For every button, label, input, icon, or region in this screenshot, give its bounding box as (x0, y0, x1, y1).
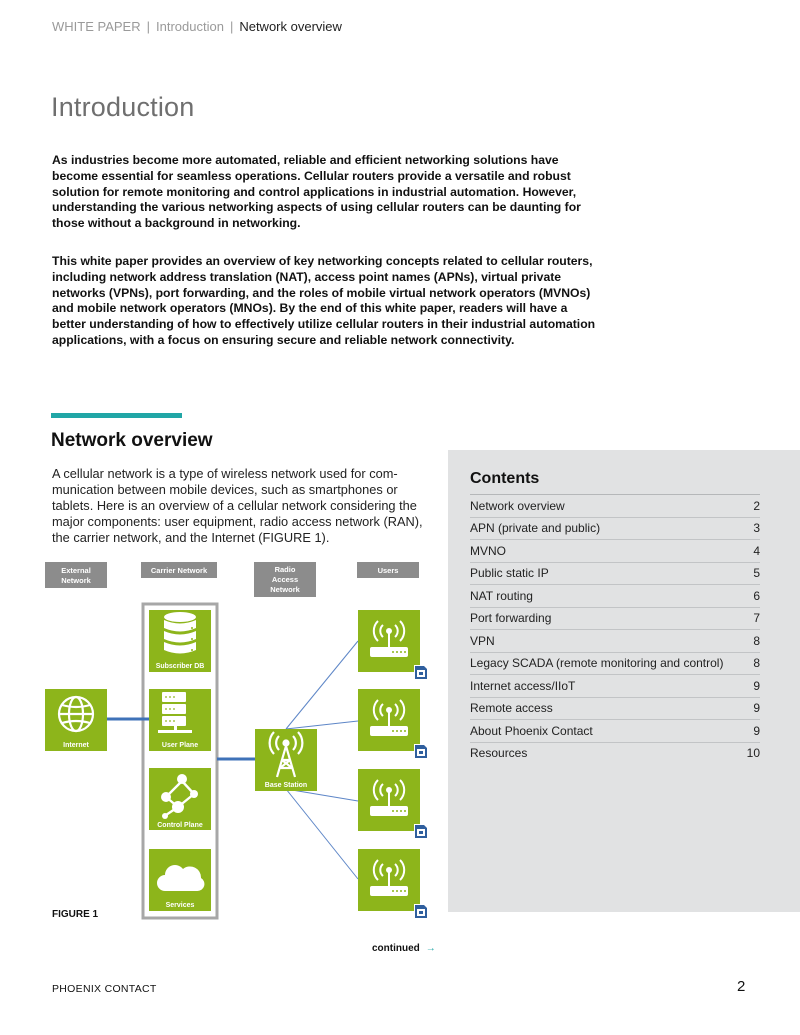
toc-item-label: APN (private and public) (470, 521, 601, 536)
contents-title: Contents (470, 470, 540, 487)
link-user-2 (286, 721, 358, 729)
toc-item-label: Internet access/IIoT (470, 678, 576, 693)
toc-item-label: Network overview (470, 498, 565, 513)
internet-label: Internet (63, 742, 89, 749)
toc-item-page: 3 (753, 521, 760, 536)
services-label: Services (165, 902, 195, 909)
toc-item-page: 8 (753, 656, 760, 671)
toc-item[interactable] (470, 539, 760, 562)
toc-item[interactable] (470, 629, 760, 652)
breadcrumb-white-paper: WHITE PAPER (52, 19, 141, 34)
toc-item[interactable] (470, 742, 760, 765)
network-diagram (44, 561, 444, 923)
toc-item-page: 7 (753, 611, 760, 626)
toc-item-page: 5 (753, 566, 760, 581)
page-title: Introduction (51, 92, 195, 122)
user-plane-label: User Plane (161, 742, 199, 749)
link-user-4 (286, 789, 358, 879)
toc-item[interactable] (470, 674, 760, 697)
toc-item[interactable] (470, 562, 760, 585)
toc-item[interactable] (470, 607, 760, 630)
subscriber-db-label: Subscriber DB (155, 663, 205, 670)
breadcrumb-current: Network overview (239, 19, 342, 34)
figure-label: FIGURE 1 (52, 909, 99, 920)
toc-item[interactable] (470, 517, 760, 540)
contents-panel (448, 450, 800, 912)
toc-item-page: 10 (746, 746, 760, 761)
sim-card-icon (415, 825, 427, 838)
breadcrumb-introduction: Introduction (156, 19, 224, 34)
toc-item[interactable] (470, 719, 760, 742)
user-device-3 (358, 769, 428, 839)
base-station-label: Base Station (264, 782, 308, 789)
section-body: A cellular network is a type of wireless network used for com-munication between mobile devices, such as smartphones or tablets. Here is an overview of a cellular network considering the major components: user equipment, radio access network (RAN), the carrier network, and the Internet (FIGURE 1). (52, 466, 423, 545)
toc-item[interactable] (470, 494, 760, 517)
user-device-1 (358, 610, 428, 680)
toc-item-label: VPN (470, 633, 495, 648)
toc-item-page: 6 (753, 588, 760, 603)
toc-item-page: 9 (753, 678, 760, 693)
toc-item-page: 4 (753, 543, 760, 558)
header-ran-text: Radio Access Network (270, 565, 300, 594)
toc-item-label: Resources (470, 746, 528, 761)
control-plane-label: Control Plane (157, 822, 203, 829)
table-of-contents (470, 494, 760, 764)
user-device-2 (358, 689, 428, 759)
footer-brand: PHOENIX CONTACT (52, 983, 157, 995)
user-device-4 (358, 849, 428, 919)
intro-paragraph-1: As industries become more automated, reliable and efficient networking solutions have become essential for seamless operations. Cellular routers provide a versatile and robust solution for remote monitoring and control applications in industrial automation. However, understanding the various networking aspects of using cellular routers can be daunting for those without a background in networking. (52, 153, 581, 231)
toc-item-label: About Phoenix Contact (470, 723, 593, 738)
continued-label: continued (372, 943, 420, 954)
toc-item-label: Port forwarding (470, 611, 552, 626)
sim-card-icon (415, 745, 427, 758)
link-user-1 (286, 641, 358, 729)
sim-card-icon (415, 905, 427, 918)
section-title: Network overview (51, 430, 213, 451)
header-carrier-text: Carrier Network (150, 566, 208, 575)
toc-item-page: 8 (753, 633, 760, 648)
toc-item[interactable] (470, 584, 760, 607)
toc-item[interactable] (470, 652, 760, 675)
breadcrumb: WHITE PAPER | Introduction | Network overview (52, 19, 342, 34)
arrow-right-icon: → (425, 943, 436, 954)
toc-item-page: 9 (753, 723, 760, 738)
intro-paragraph-2: This white paper provides an overview of key networking concepts related to cellular routers, including network address translation (NAT), access point names (APNs), virtual private networks (VPNs), port forwarding, and the roles of mobile virtual network operators (MVNOs) and mobile network operators (MNOs). By the end of this white paper, readers will have a better understanding of how to effectively utilize cellular routers in their industrial automation applications, with a focus on ensuring secure and reliable network connectivity. (52, 254, 596, 347)
toc-item-label: Remote access (470, 701, 553, 716)
toc-item-label: Legacy SCADA (remote monitoring and control) (470, 656, 724, 671)
toc-item-label: NAT routing (470, 588, 533, 603)
section-accent-bar (51, 413, 182, 418)
toc-item-label: Public static IP (470, 566, 549, 581)
toc-item[interactable] (470, 697, 760, 720)
header-users-text: Users (377, 566, 399, 575)
toc-item-label: MVNO (470, 543, 506, 558)
toc-item-page: 9 (753, 701, 760, 716)
page-number: 2 (737, 978, 746, 995)
toc-item-page: 2 (753, 498, 760, 513)
sim-card-icon (415, 666, 427, 679)
continued-link[interactable] (372, 943, 436, 954)
header-external-text: External Network (61, 566, 91, 585)
